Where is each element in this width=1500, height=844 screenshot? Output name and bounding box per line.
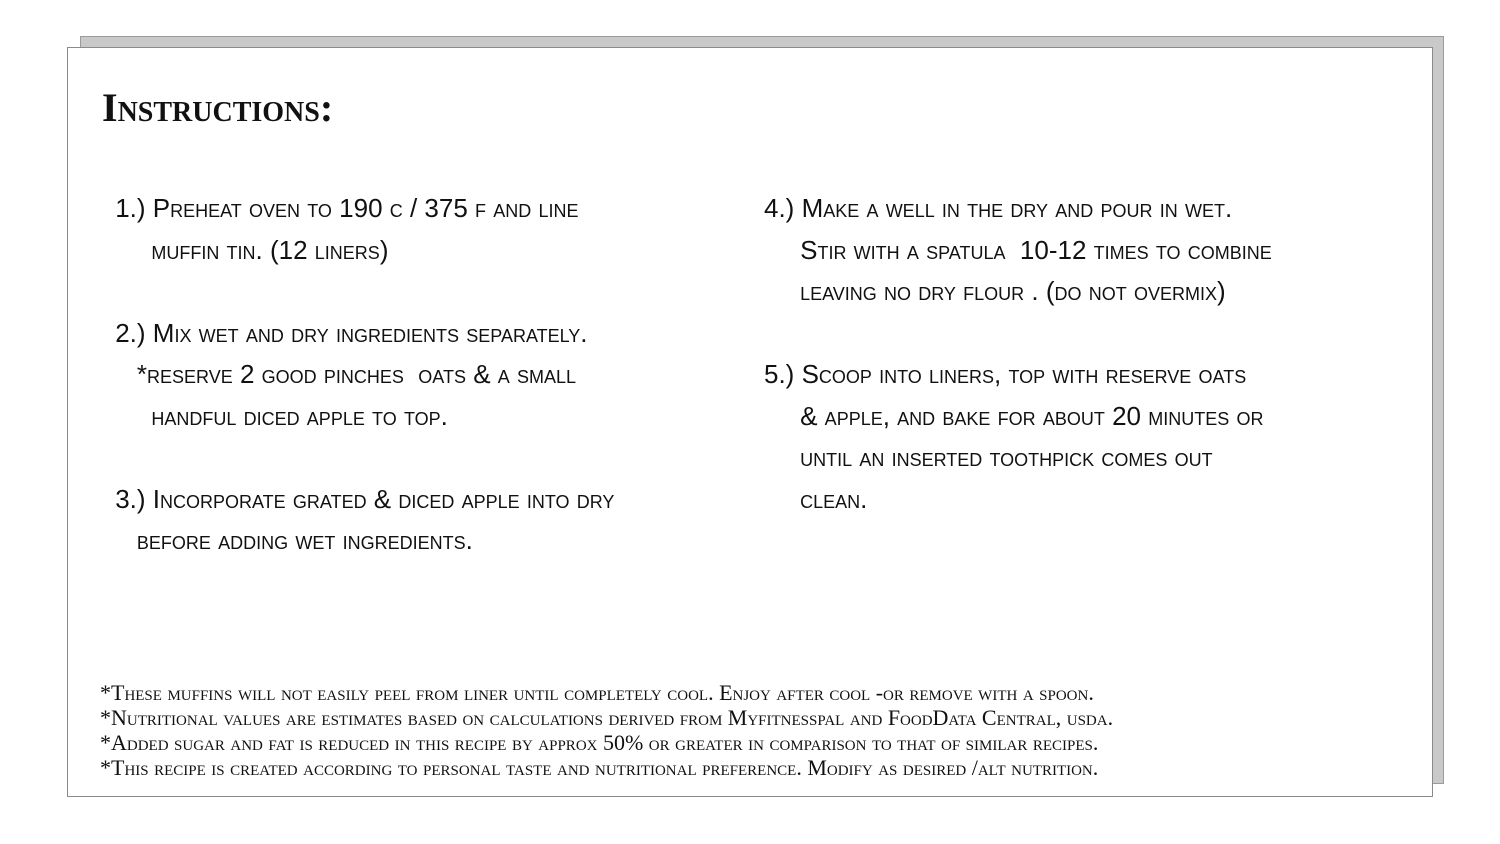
step-line: 5.) Scoop into liners, top with reserve oats — [764, 359, 1247, 389]
step-2 — [108, 313, 748, 438]
step-line: 1.) Preheat oven to 190 c / 375 f and line — [108, 193, 579, 223]
steps-right-column — [764, 188, 1404, 562]
step-line: clean. — [764, 483, 868, 514]
footnotes — [100, 680, 1113, 780]
step-line: until an inserted toothpick comes out — [764, 442, 1213, 472]
footnote-cooling: *These muffins will not easily peel from liner until completely cool. Enjoy after cool -or remove with a spoon. — [100, 680, 1094, 705]
page-title: Instructions: — [102, 85, 334, 130]
step-line: *reserve 2 good pinches oats & a small — [108, 359, 577, 389]
step-line: Stir with a spatula 10-12 times to combine — [764, 234, 1272, 265]
step-4 — [764, 188, 1404, 313]
instruction-card — [67, 47, 1433, 797]
steps-left-column — [108, 188, 748, 603]
step-line: 3.) Incorporate grated & diced apple into dry — [108, 483, 615, 514]
step-1 — [108, 188, 748, 271]
step-line: muffin tin. (12 liners) — [108, 234, 389, 265]
step-5 — [764, 354, 1404, 520]
step-line: handful diced apple to top. — [108, 400, 448, 431]
step-line: 4.) Make a well in the dry and pour in wet. — [764, 193, 1233, 223]
step-line: & apple, and bake for about 20 minutes or — [764, 400, 1264, 431]
step-line: leaving no dry flour . (do not overmix) — [764, 276, 1226, 306]
step-line: before adding wet ingredients. — [108, 525, 473, 555]
footnote-sugar-fat: *Added sugar and fat is reduced in this recipe by approx 50% or greater in comparison to that of similar recipes. — [100, 730, 1099, 755]
footnote-personal-taste: *This recipe is created according to personal taste and nutritional preference. Modify as desired /alt nutrition. — [100, 755, 1099, 780]
step-3 — [108, 479, 748, 562]
step-line: 2.) Mix wet and dry ingredients separately. — [108, 317, 588, 348]
footnote-nutrition-source: *Nutritional values are estimates based on calculations derived from Myfitnesspal and FoodData Central, usda. — [100, 705, 1114, 730]
